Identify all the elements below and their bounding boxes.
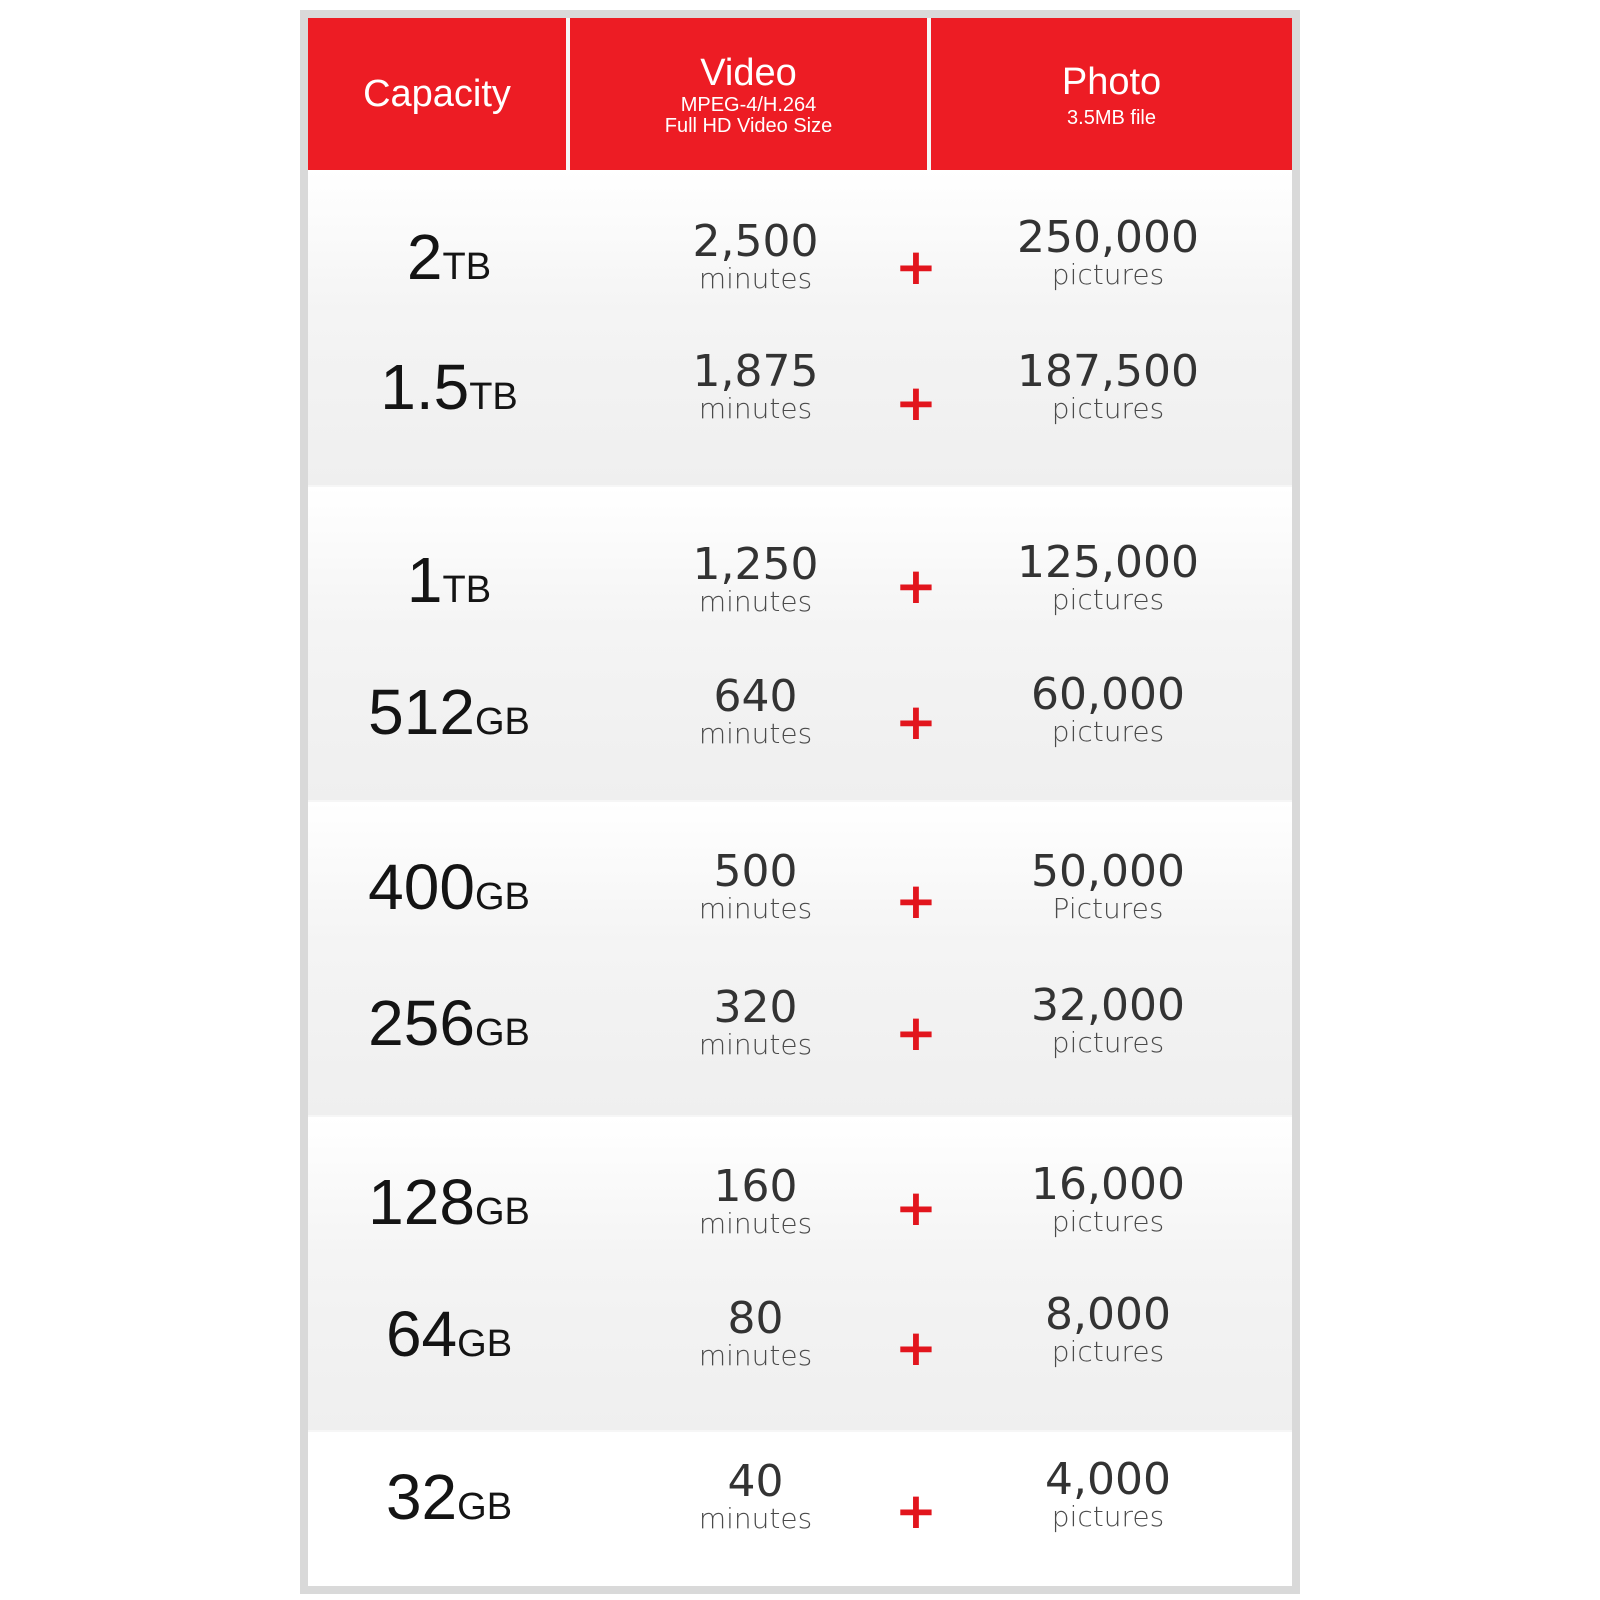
photo-count: 187,500 pictures: [1017, 346, 1199, 425]
capacity-value: 64GB: [385, 1298, 513, 1370]
plus-icon: +: [895, 1319, 937, 1377]
photo-count: 50,000 Pictures: [1031, 846, 1185, 925]
photo-count: 250,000 pictures: [1017, 212, 1199, 291]
photo-count: 8,000 pictures: [1045, 1289, 1171, 1368]
row-group-2: [308, 487, 1292, 800]
capacity-value: 32GB: [385, 1461, 513, 1533]
row-group-1: [308, 170, 1292, 485]
video-minutes: 1,875 minutes: [692, 346, 819, 425]
header-video-codec: MPEG-4/H.264: [680, 94, 817, 116]
capacity-value: 512GB: [368, 676, 530, 748]
video-minutes: 2,500 minutes: [692, 216, 819, 295]
row-group-3: [308, 802, 1292, 1115]
table-row: [308, 1159, 1292, 1255]
header-video: [570, 18, 927, 170]
photo-count: 125,000 pictures: [1017, 537, 1199, 616]
header-photo-label: Photo: [1061, 60, 1162, 103]
header-video-label: Video: [700, 52, 797, 94]
plus-icon: +: [895, 693, 937, 751]
plus-icon: +: [895, 1482, 937, 1540]
plus-icon: +: [895, 872, 937, 930]
video-minutes: 160 minutes: [698, 1161, 813, 1240]
capacity-value: 1TB: [406, 544, 492, 616]
photo-count: 32,000 pictures: [1031, 980, 1185, 1059]
plus-icon: +: [895, 238, 937, 296]
capacity-value: 128GB: [368, 1166, 530, 1238]
capacity-table-frame: [300, 10, 1300, 1594]
header-capacity-label: Capacity: [363, 73, 511, 115]
video-minutes: 40 minutes: [698, 1456, 813, 1535]
header-video-size: Full HD Video Size: [664, 115, 833, 137]
header-photo-file: 3.5MB file: [1067, 106, 1156, 129]
capacity-value: 256GB: [368, 987, 530, 1059]
plus-icon: +: [895, 557, 937, 615]
table-row: [308, 846, 1292, 940]
table-row: [308, 1289, 1292, 1387]
plus-icon: +: [895, 1004, 937, 1062]
table-row: [308, 346, 1292, 440]
video-minutes: 1,250 minutes: [692, 539, 819, 618]
capacity-value: 2TB: [406, 221, 492, 293]
video-minutes: 500 minutes: [698, 846, 813, 925]
plus-icon: +: [895, 1179, 937, 1237]
table-row: [308, 1454, 1292, 1550]
row-group-5: [308, 1432, 1292, 1586]
table-row: [308, 537, 1292, 633]
header-photo: [931, 18, 1292, 170]
photo-count: 16,000 pictures: [1031, 1159, 1185, 1238]
table-header: [308, 18, 1292, 170]
video-minutes: 640 minutes: [698, 671, 813, 750]
table-row: [308, 980, 1292, 1076]
capacity-value: 1.5TB: [380, 351, 518, 423]
row-group-4: [308, 1117, 1292, 1430]
video-minutes: 320 minutes: [698, 982, 813, 1061]
photo-count: 60,000 pictures: [1031, 669, 1185, 748]
header-capacity: [308, 18, 566, 170]
photo-count: 4,000 pictures: [1045, 1454, 1171, 1533]
plus-icon: +: [895, 374, 937, 432]
video-minutes: 80 minutes: [698, 1293, 813, 1372]
table-row: [308, 212, 1292, 310]
table-row: [308, 669, 1292, 765]
capacity-table: [308, 18, 1292, 1586]
capacity-value: 400GB: [368, 851, 530, 923]
